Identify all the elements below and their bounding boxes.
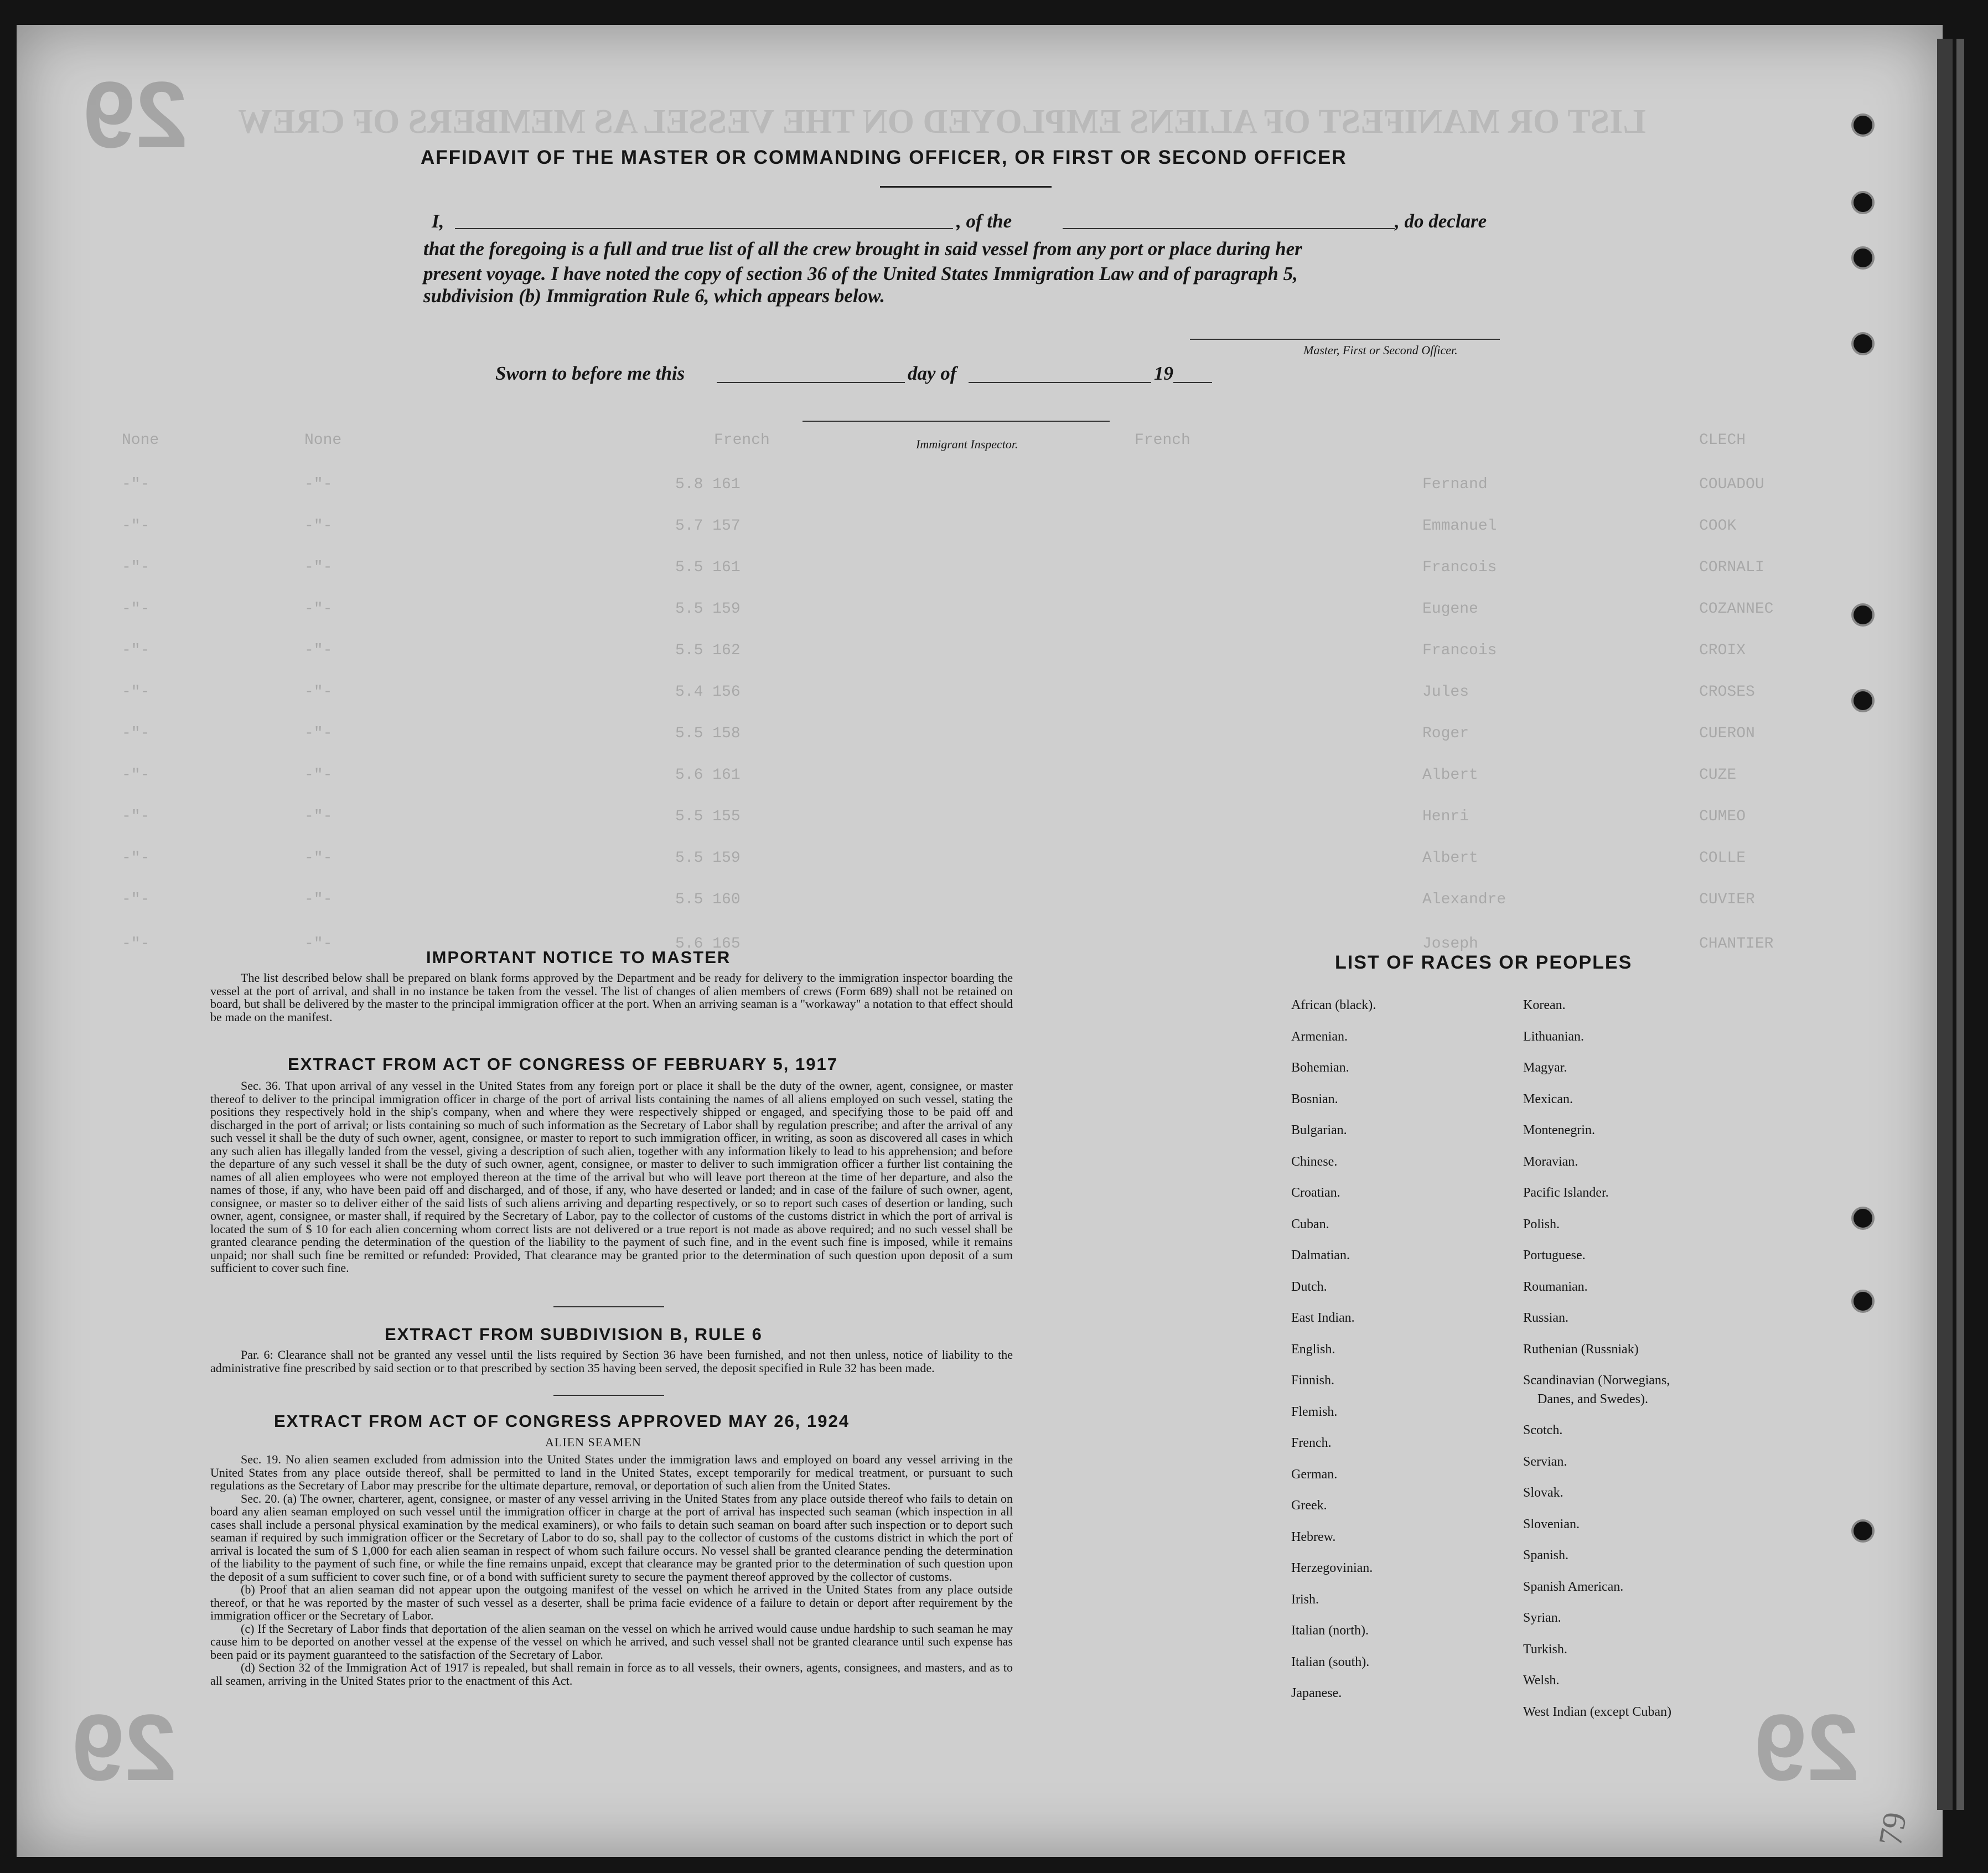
race-item: Polish. [1523,1217,1560,1232]
affidavit-line-2: that the foregoing is a full and true list of all the crew brought in said vessel from any port or place during her [423,238,1302,260]
affidavit-title: AFFIDAVIT OF THE MASTER OR COMMANDING OFFICER, OR FIRST OR SECOND OFFICER [421,147,1347,168]
races-title: LIST OF RACES OR PEOPLES [1335,952,1633,973]
sworn-day-of: day of [908,363,957,384]
master-signature-caption: Master, First or Second Officer. [1303,343,1458,357]
race-item: Pacific Islander. [1523,1186,1609,1200]
race-item: Moravian. [1523,1154,1578,1169]
notice-text: The list described below shall be prepared on blank forms approved by the Department and be ready for delivery to the immigration inspector boarding the vessel at the port of arrival, and shall in no instance be taken from the vessel. The list of changes of alien members of crews (Form 689) shall not be retained on board, but shall be delivered by the master to the principal immigration officer at the port. When an arriving seaman is a "workaway" a notation to that effect should be made on the manifest. [210,971,1013,1024]
race-item: Russian. [1523,1311,1569,1325]
race-item: Italian (south). [1291,1654,1370,1669]
binder-hole [1851,1519,1875,1543]
stamp-number-ghost: 29 [83,63,188,168]
margin-note: 79 [1871,1809,1914,1849]
race-item: Bulgarian. [1291,1123,1347,1137]
race-item: Italian (north). [1291,1623,1369,1638]
affidavit-i: I, [432,210,444,232]
page-edge [1937,39,1953,1810]
master-signature-line [1190,339,1500,340]
paragraph: (b) Proof that an alien seaman did not appear upon the outgoing manifest of the vessel on which he arrived in the United States from any place outside thereof, or that he was reported by the master of such vessel as a deserter, shall be prima facie evidence of a failure to detain or deport after requirement by the immigration officer or the Secretary of Labor. [210,1582,1013,1622]
bleed-through-row: -"- -"- 5.7 157 Emmanuel COOK [122,518,1737,535]
extract-1924-subtitle: ALIEN SEAMEN [545,1435,641,1449]
title-underline [880,186,1052,188]
bleed-through-row: -"- -"- 5.5 161 Francois CORNALI [122,559,1764,576]
year-blank [1173,382,1212,383]
binder-hole [1851,332,1875,355]
affidavit-of-the: , of the [956,210,1012,232]
race-item: Spanish American. [1523,1579,1624,1594]
race-item: Herzegovinian. [1291,1561,1373,1575]
race-item: Irish. [1291,1592,1319,1607]
bleed-through-row: -"- -"- 5.6 165 Joseph CHANTIER [122,935,1774,953]
race-item: Ruthenian (Russniak) [1523,1342,1639,1357]
inspector-caption: Immigrant Inspector. [916,437,1018,451]
stamp-number-ghost: 29 [1754,1695,1860,1800]
binder-hole [1851,113,1875,137]
bleed-through-row: -"- -"- 5.5 158 Roger CUERON [122,725,1755,742]
race-item: Montenegrin. [1523,1123,1595,1137]
sworn-prefix: Sworn to before me this [495,363,685,384]
binder-hole [1851,1207,1875,1230]
race-item: Slovak. [1523,1486,1564,1501]
section-divider [553,1395,664,1396]
race-item: Welsh. [1523,1673,1560,1688]
bleed-through-row: -"- -"- 5.5 160 Alexandre CUVIER [122,891,1755,908]
extract-rule6-text: Par. 6: Clearance shall not be granted any vessel until the lists required by Section 36 have been furnished, and not then unless, notice of liability to the administrative fine prescribed by said section or to that prescribed by section 35 having been served, the deposit specified in Rule 32 has been made. [210,1348,1013,1375]
notice-title: IMPORTANT NOTICE TO MASTER [426,948,731,967]
race-item: Dalmatian. [1291,1248,1350,1263]
race-item: English. [1291,1342,1335,1357]
race-item: Chinese. [1291,1154,1338,1169]
race-item: Roumanian. [1523,1279,1588,1294]
race-item: Japanese. [1291,1686,1342,1700]
affidavit-line-3: present voyage. I have noted the copy of section 36 of the United States Immigration Law and of paragraph 5, [423,263,1298,284]
binder-hole [1851,191,1875,214]
bleed-through-row: -"- -"- 5.5 159 Albert COLLE [122,850,1746,867]
race-item: Mexican. [1523,1091,1573,1106]
bleed-through-heading: LIST OR MANIFEST OF ALIENS EMPLOYED ON THE VESSEL AS MEMBERS OF CREW [238,103,1646,141]
race-item: Syrian. [1523,1611,1561,1626]
bleed-through-row: -"- -"- 5.5 159 Eugene COZANNEC [122,601,1774,618]
race-item: Slovenian. [1523,1517,1580,1531]
page-edge-2 [1956,39,1964,1810]
race-item: Dutch. [1291,1279,1327,1294]
race-item: Croatian. [1291,1186,1340,1200]
race-item: Scandinavian (Norwegians, [1523,1373,1670,1388]
binder-hole [1851,246,1875,270]
race-item: Hebrew. [1291,1529,1336,1544]
race-item: Greek. [1291,1498,1327,1513]
race-item: Portuguese. [1523,1248,1586,1263]
bleed-through-row: -"- -"- 5.5 155 Henri CUMEO [122,808,1746,825]
race-item: West Indian (except Cuban) [1523,1704,1671,1719]
extract-1924-text [210,1453,1013,1687]
section-divider [553,1306,664,1307]
race-item: German. [1291,1467,1338,1482]
race-item: Finnish. [1291,1373,1335,1388]
race-item: East Indian. [1291,1311,1355,1325]
race-item: Turkish. [1523,1642,1567,1657]
race-item: Korean. [1523,998,1566,1012]
stamp-number-ghost: 29 [72,1695,177,1800]
affidavit-declare: , do declare [1395,210,1487,232]
race-item: Servian. [1523,1454,1567,1469]
paragraph: (d) Section 32 of the Immigration Act of 1917 is repealed, but shall remain in force as to all vessels, their owners, agents, consignees, and masters, and as to all seamen, arriving in the United States prior to the enactment of this Act. [210,1660,1013,1688]
bleed-through-row: -"- -"- 5.8 161 Fernand COUADOU [122,476,1764,493]
day-blank [717,382,905,383]
name-blank [455,228,953,229]
race-item: Scotch. [1523,1423,1563,1438]
extract-1924-title: EXTRACT FROM ACT OF CONGRESS APPROVED MAY 26, 1924 [274,1411,850,1431]
race-item: African (black). [1291,998,1376,1012]
binder-hole [1851,1290,1875,1313]
race-item: Armenian. [1291,1029,1348,1044]
race-item: Flemish. [1291,1404,1338,1419]
race-item: Bosnian. [1291,1091,1338,1106]
race-item: French. [1291,1436,1332,1450]
race-item: Bohemian. [1291,1060,1349,1075]
inspector-signature-line [803,421,1110,422]
extract-rule6-title: EXTRACT FROM SUBDIVISION B, RULE 6 [385,1324,763,1344]
sworn-year: 19 [1154,363,1173,384]
bleed-through-row: -"- -"- 5.6 161 Albert CUZE [122,767,1737,784]
paragraph: Sec. 20. (a) The owner, charterer, agent, consignee, or master of any vessel arriving in the United States from any place outside thereof who fails to detain on board any alien seaman employed on such vessel until the immigration officer in charge at the port of arrival has inspected such seaman (which inspection in all cases shall include a personal physical examination by the medical examiners), or who fails to detain such seaman on board after such inspection or to deport such seaman if required by such immigration officer or the Secretary of Labor to do so, shall pay to the collector of customs of the customs district in which the port of arrival is located the sum of $ 1,000 for each alien seaman in respect of whom such failure occurs. No vessel shall be granted clearance pending the determination of the liability to the payment of such fine, or while the fine remains unpaid, except that clearance may be granted prior to the determination of such question upon the deposit of a sum sufficient to cover such fine, or of a bond with sufficient surety to secure the payment thereof approved by the collector of customs. [210,1491,1013,1584]
paragraph: (c) If the Secretary of Labor finds that deportation of the alien seaman on the vessel on which he arrived would cause undue hardship to such seaman he may cause him to be deported on another vessel at the expense of the vessel on which he arrived, and such vessel shall not be granted clearance until such expense has been paid or its payment guaranteed to the satisfaction of the Secretary of Labor. [210,1621,1013,1662]
race-item: Magyar. [1523,1060,1567,1075]
bleed-through-row: None None French French CLECH [122,432,1746,449]
race-item: Danes, and Swedes). [1537,1391,1648,1406]
vessel-blank [1063,228,1395,229]
extract-1917-title: EXTRACT FROM ACT OF CONGRESS OF FEBRUARY 5, 1917 [288,1054,838,1074]
extract-1917-text: Sec. 36. That upon arrival of any vessel in the United States from any foreign port or place it shall be the duty of the owner, agent, consignee, or master thereof to deliver to the principal immigration officer in charge of the port of arrival lists containing the names of all aliens employed on such vessel, stating the positions they respectively hold in the ship's company, when and where they were respectively shipped or engaged, and specifying those to be paid off and discharged in the port of arrival; or lists containing so much of such information as the Secretary of Labor shall by regulation prescribe; and after the arrival of any such vessel it shall be the duty of such owner, agent, consignee, or master to report to such immigration officer, in writing, as soon as discovered all cases in which any such alien has illegally landed from the vessel, giving a description of such alien, together with any information likely to lead to his apprehension; and before the departure of any such vessel it shall be the duty of such owner, agent, consignee, or master to deliver to such immigration officer a further list containing the names of all alien employees who were not employed thereon at the time of the arrival but who will leave port thereon at the time of her departure, and also the names of those, if any, who have been paid off and discharged, and of those, if any, who have deserted or landed; and in case of the failure of such owner, agent, consignee, or master so to deliver either of the said lists of such aliens arriving and departing respectively, or so to report such cases of desertion or landing, such owner, agent, consignee, or master shall, if required by the Secretary of Labor, pay to the collector of customs of the customs district in which the port of arrival is located the sum of $ 10 for each alien concerning whom correct lists are not delivered or a true report is not made as above required; and no such vessel shall be granted clearance pending the determination of the question of the liability to the payment of such fine, and in the event such fine is imposed, while it remains unpaid; nor shall such fine be remitted or refunded: Provided, That clearance may be granted prior to the determination of such question upon deposit of a sum sufficient to cover such fine. [210,1079,1013,1275]
month-blank [969,382,1151,383]
race-item: Spanish. [1523,1548,1569,1563]
paragraph: Sec. 19. No alien seamen excluded from admission into the United States under the immigration laws and employed on board any vessel arriving in the United States from any place outside thereof, shall be permitted to land in the United States, except temporarily for medical treatment, or pursuant to such regulations as the Secretary of Labor may prescribe for the ultimate departure, removal, or deportation of such alien from the United States. [210,1452,1013,1492]
race-item: Lithuanian. [1523,1029,1584,1044]
race-item: Cuban. [1291,1217,1329,1232]
bleed-through-row: -"- -"- 5.4 156 Jules CROSES [122,684,1755,701]
bleed-through-row: -"- -"- 5.5 162 Francois CROIX [122,642,1746,659]
affidavit-line-4: subdivision (b) Immigration Rule 6, which appears below. [423,285,885,307]
